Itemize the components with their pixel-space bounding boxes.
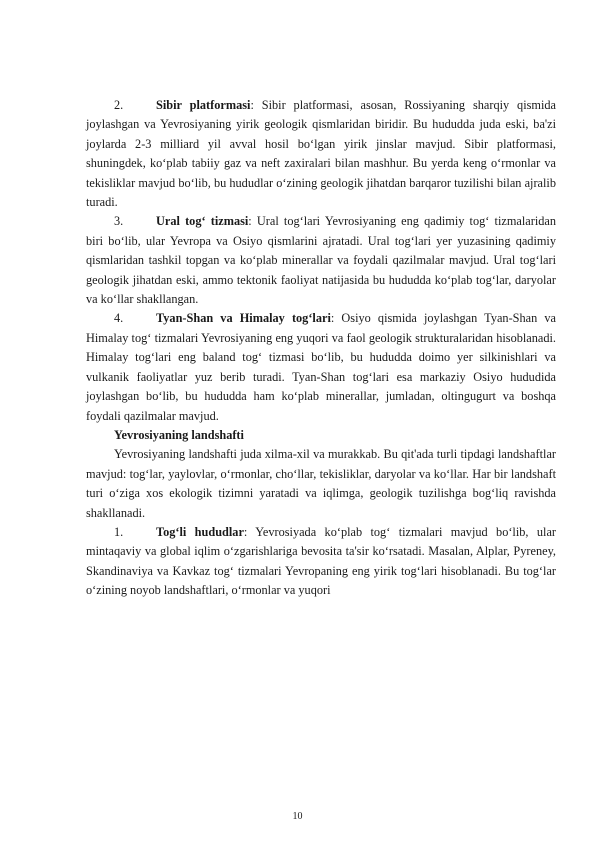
section-heading: Yevrosiyaning landshafti xyxy=(114,427,244,442)
list-item-sibir-platformasi xyxy=(86,96,556,212)
item-text: : Yevrosiyada ko‘plab tog‘ tizmalari mavjud bo‘lib, ular mintaqaviy va global iqlim o‘zgarishlariga bevosita ta'sir ko‘rsatadi. Masalan, Alplar, Pyreney, Skandinaviya va Kavkaz tog‘ tizmalari Yevropaning eng yirik tog‘lari hisoblanadi. Bu tog‘lar o‘zining noyob landshaftlari, o‘rmonlar va yuqori xyxy=(86,524,556,598)
list-number: 1. xyxy=(114,524,124,539)
term: Tog‘li hududlar xyxy=(156,524,244,539)
term: Sibir platformasi xyxy=(156,98,251,112)
list-number: 3. xyxy=(114,214,124,229)
term: Ural tog‘ tizmasi xyxy=(156,214,249,229)
list-item-togli-hududlar xyxy=(86,523,556,601)
list-item-tyan-shan-himalay xyxy=(86,309,556,425)
page-number: 10 xyxy=(292,811,303,822)
item-text: : Sibir platformasi, asosan, Rossiyaning sharqiy qismida joylashgan va Yevrosiyaning yirik geologik qismlaridan biridir. Bu hududda juda eski, ba'zi joylarda 2-3 milliard yil avval hosil bo‘lgan yirik jinslar mavjud. Sibir platformasi, shuningdek, ko‘plab tabiiy gaz va neft zaxiralari bilan mashhur. Bu yerda keng o‘rmonlar va tekisliklar mavjud bo‘lib, bu hududlar o‘zining geologik jihatdan barqaror tuzilishi bilan ajralib turadi. xyxy=(86,98,556,210)
list-number: 2. xyxy=(114,98,124,112)
term: Tyan-Shan va Himalay tog‘lari xyxy=(156,311,331,326)
item-text: : Osiyo qismida joylashgan Tyan-Shan va Himalay tog‘ tizmalari Yevrosiyaning eng yuqori va faol geologik strukturalaridan hisoblanadi. Himalay tog‘lari eng baland tog‘ tizmasi bo‘lib, bu hududda doimo yer silkinishlari va vulkanik faoliyatlar yuz berib turadi. Tyan-Shan tog‘lari esa markaziy Osiyo hududida joylashgan bo‘lib, bu hududda ham ko‘plab minerallar, jumladan, oltingugurt va boshqa foydali qazilmalar mavjud. xyxy=(86,311,556,423)
list-item-ural-tog-tizmasi xyxy=(86,212,556,309)
item-text: : Ural tog‘lari Yevrosiyaning eng qadimiy tog‘ tizmalaridan biri bo‘lib, ular Yevropa va Osiyo qismlarini ajratadi. Ural tog‘lari yer yuzasining qadimiy qismlaridan tashkil topgan va ko‘plab minerallar va foydali qazilmalar mavjud. Ural tog‘lari geologik jihatdan eski, ammo tektonik faoliyat natijasida bu hududda ko‘plab tog‘lar, daryolar va ko‘llar shakllangan. xyxy=(86,214,556,307)
section-paragraph: Yevrosiyaning landshafti juda xilma-xil va murakkab. Bu qit'ada turli tipdagi landshaftlar mavjud: tog‘lar, yaylovlar, o‘rmonlar, cho‘llar, tekisliklar, daryolar va ko‘llar. Har bir landshaft turi o‘ziga xos ekologik tizimni yaratadi va iqlimga, geologik tuzilishga bog‘liq ravishda shakllanadi. xyxy=(86,447,556,520)
list-number: 4. xyxy=(114,311,124,326)
page-body xyxy=(86,96,556,601)
